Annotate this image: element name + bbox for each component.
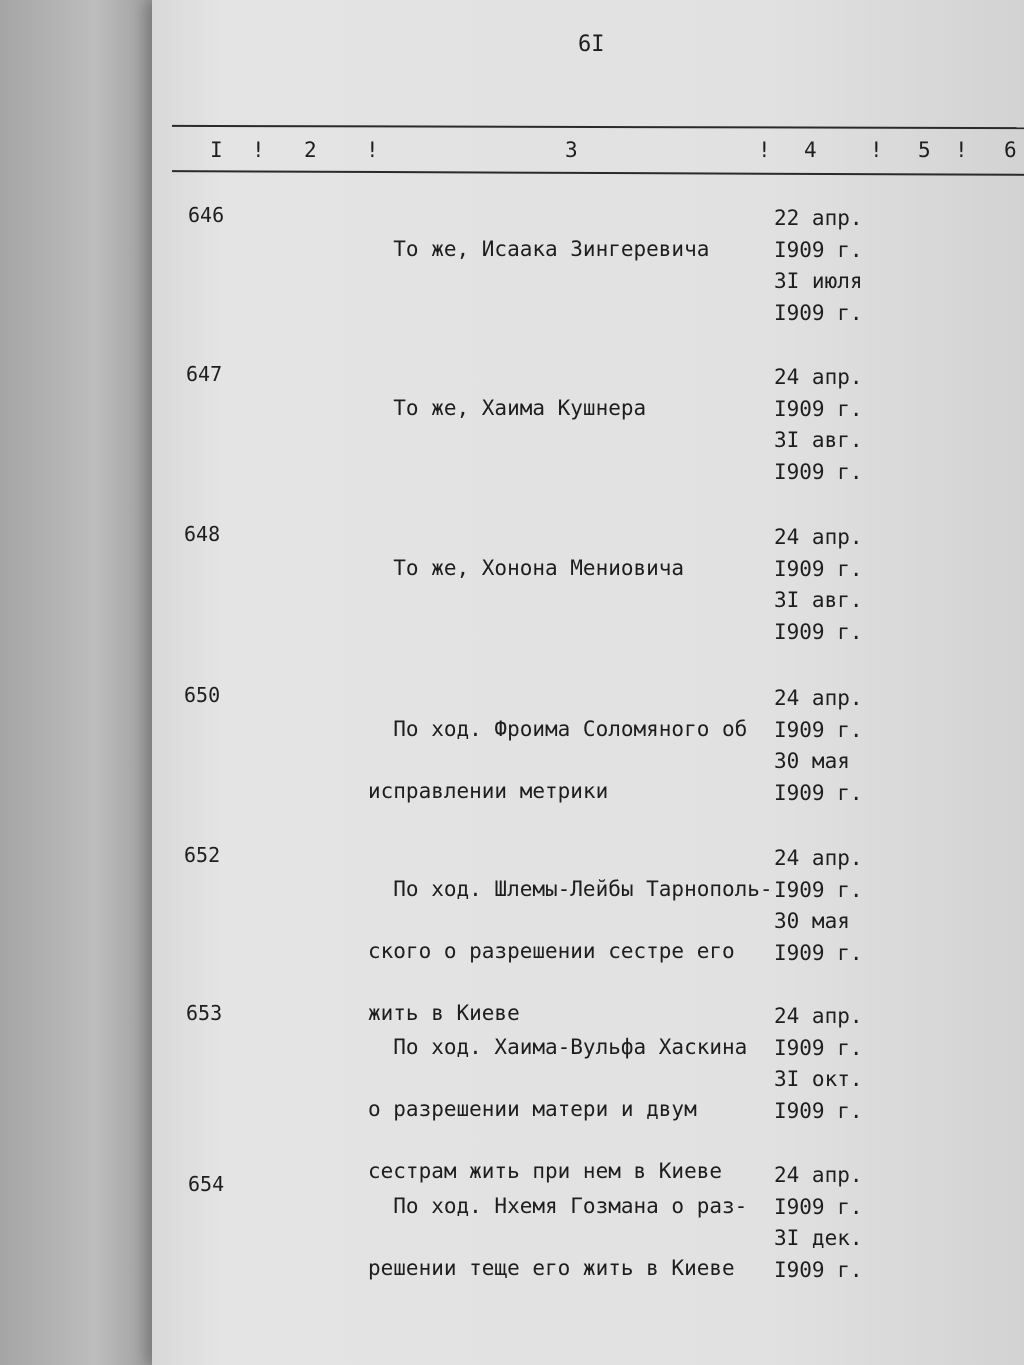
header-separator: !	[870, 138, 883, 162]
record-description	[368, 362, 778, 455]
end-date: 3I авг.	[774, 428, 863, 452]
record-number: 654	[188, 1172, 225, 1196]
record-description	[368, 1160, 778, 1315]
record-dates	[774, 1160, 863, 1286]
record-number: 646	[188, 203, 225, 227]
description-line: То же, Хонона Мениовича	[368, 556, 685, 580]
start-year: I909 г.	[774, 1035, 863, 1060]
start-year: I909 г.	[774, 1194, 863, 1219]
header-separator: !	[758, 138, 771, 162]
start-date: 24 апр.	[774, 1163, 863, 1187]
description-line: ского о разрешении сестре его	[368, 939, 735, 963]
start-date: 24 апр.	[774, 525, 863, 549]
end-date: 3I авг.	[774, 588, 863, 612]
record-dates	[774, 843, 863, 969]
record-description	[368, 683, 778, 838]
end-year: I909 г.	[774, 300, 863, 325]
end-date: 30 мая	[774, 909, 850, 933]
description-line: решении теще его жить в Киеве	[368, 1256, 735, 1280]
record-dates	[774, 683, 863, 809]
record-number: 650	[184, 683, 221, 707]
header-col-5: 5	[918, 138, 931, 162]
start-year: I909 г.	[774, 396, 863, 421]
end-date: 3I дек.	[774, 1226, 863, 1250]
record-number: 653	[186, 1001, 223, 1025]
end-year: I909 г.	[774, 1257, 863, 1282]
end-date: 30 мая	[774, 749, 850, 773]
record-number: 648	[184, 522, 221, 546]
left-page-edge	[0, 0, 160, 1365]
end-year: I909 г.	[774, 1098, 863, 1123]
end-year: I909 г.	[774, 780, 863, 805]
header-col-6: 6	[1004, 138, 1017, 162]
end-year: I909 г.	[774, 619, 863, 644]
header-col-4: 4	[804, 138, 817, 162]
start-year: I909 г.	[774, 877, 863, 902]
start-date: 24 апр.	[774, 365, 863, 389]
end-date: 3I июля	[774, 269, 863, 293]
description-line: По ход. Шлемы-Лейбы Тарнополь-	[368, 877, 773, 901]
record-description	[368, 203, 778, 296]
description-line: По ход. Хаима-Вульфа Хаскина	[368, 1035, 748, 1059]
start-year: I909 г.	[774, 556, 863, 581]
end-date: 3I окт.	[774, 1067, 863, 1091]
header-separator: !	[252, 138, 265, 162]
end-year: I909 г.	[774, 459, 863, 484]
record-dates	[774, 203, 863, 329]
start-date: 22 апр.	[774, 206, 863, 230]
header-separator: !	[366, 138, 379, 162]
record-number: 652	[184, 843, 221, 867]
start-year: I909 г.	[774, 717, 863, 742]
description-line: По ход. Фроима Соломяного об	[368, 717, 748, 741]
record-dates	[774, 522, 863, 648]
description-line: исправлении метрики	[368, 779, 609, 803]
description-line: То же, Исаака Зингеревича	[368, 237, 710, 261]
start-year: I909 г.	[774, 237, 863, 262]
header-col-2: 2	[304, 138, 317, 162]
record-description	[368, 522, 778, 615]
header-col-3: 3	[565, 138, 578, 162]
description-line: По ход. Нхемя Гозмана о раз-	[368, 1194, 748, 1218]
record-dates	[774, 1001, 863, 1127]
start-date: 24 апр.	[774, 1004, 863, 1028]
record-number: 647	[186, 362, 223, 386]
description-line: о разрешении матери и двум	[368, 1097, 697, 1121]
page-number: 6I	[578, 32, 605, 57]
start-date: 24 апр.	[774, 686, 863, 710]
description-line: жить в Киеве	[368, 1001, 520, 1025]
description-line: То же, Хаима Кушнера	[368, 396, 647, 420]
header-separator: !	[955, 138, 968, 162]
description-line: сестрам жить при нем в Киеве	[368, 1159, 723, 1183]
record-dates	[774, 362, 863, 488]
end-year: I909 г.	[774, 940, 863, 965]
header-col-1: I	[210, 138, 223, 162]
start-date: 24 апр.	[774, 846, 863, 870]
